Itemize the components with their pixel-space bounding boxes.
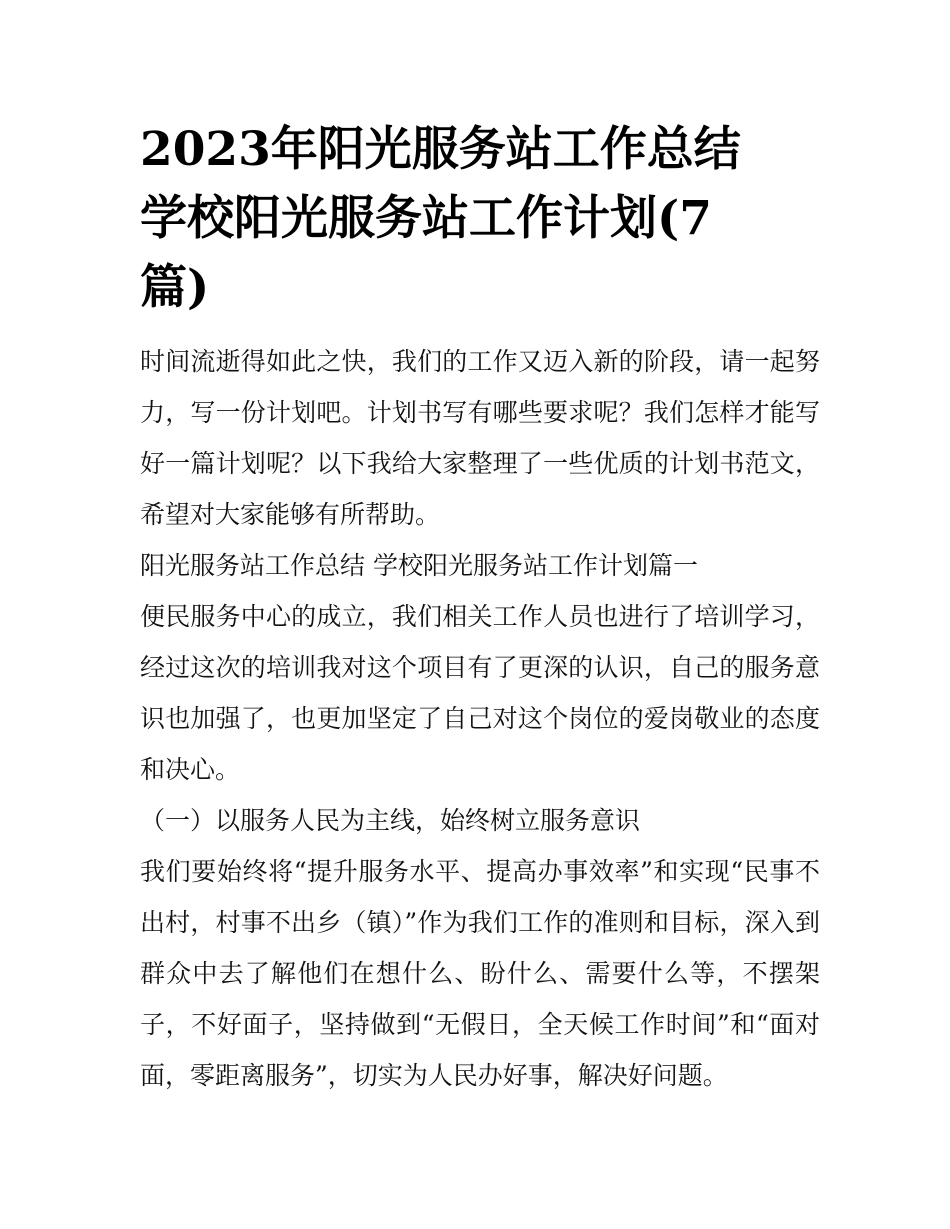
section-heading: 阳光服务站工作总结 学校阳光服务站工作计划篇一 bbox=[140, 551, 698, 580]
document-title bbox=[140, 115, 820, 322]
title-line-3: 篇) bbox=[140, 260, 210, 315]
intro-paragraph: 时间流逝得如此之快，我们的工作又迈入新的阶段，请一起努力，写一份计划吧。计划书写有哪些要求呢？我们怎样才能写好一篇计划呢？以下我给大家整理了一些优质的计划书范文，希望对大家能够有所帮助。 bbox=[140, 347, 820, 529]
paragraph-1: 便民服务中心的成立，我们相关工作人员也进行了培训学习，经过这次的培训我对这个项目有了更深的认识，自己的服务意识也加强了，也更加坚定了自己对这个岗位的爱岗敬业的态度和决心。 bbox=[140, 602, 820, 784]
title-line-2: 学校阳光服务站工作计划(7 bbox=[140, 191, 712, 246]
subheading-1: （一）以服务人民为主线，始终树立服务意识 bbox=[140, 806, 641, 835]
document-body bbox=[140, 115, 820, 1101]
title-line-1: 2023年阳光服务站工作总结 bbox=[140, 122, 741, 177]
paragraph-2: 我们要始终将“提升服务水平、提高办事效率”和实现“民事不出村，村事不出乡（镇）”作为我们工作的准则和目标，深入到群众中去了解他们在想什么、盼什么、需要什么等，不摆架子，不好面子，坚持做到“无假日，全天候工作时间”和“面对面，零距离服务”，切实为人民办好事，解决好问题。 bbox=[140, 857, 820, 1090]
